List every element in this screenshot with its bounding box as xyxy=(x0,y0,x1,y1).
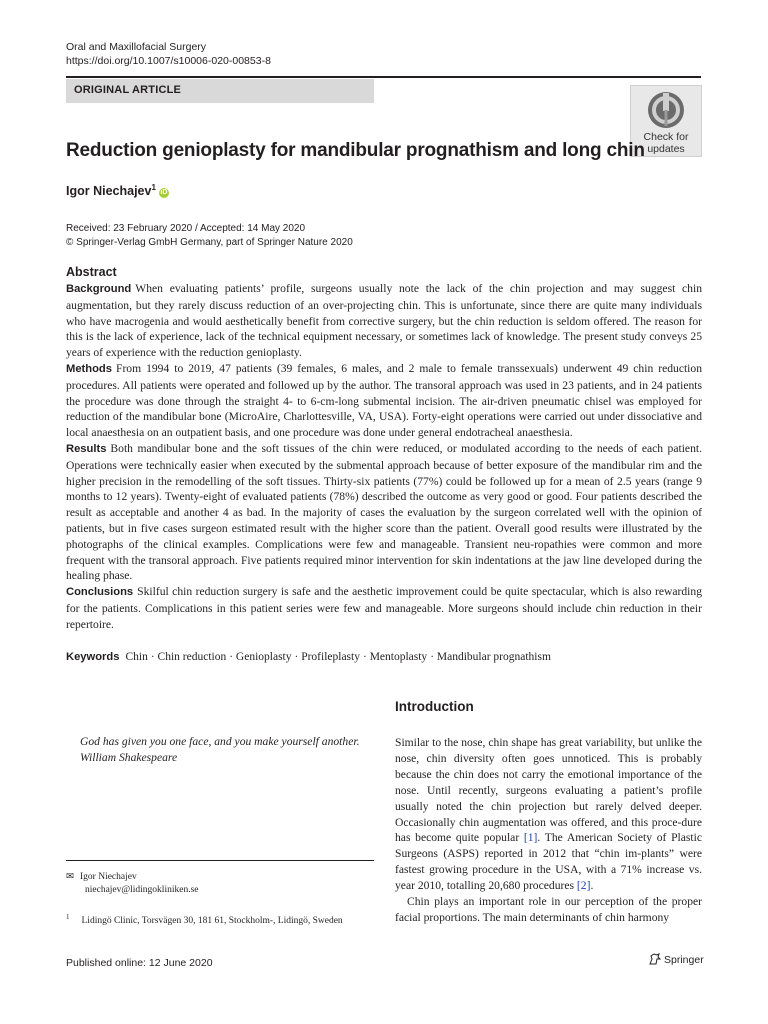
copyright: © Springer-Verlag GmbH Germany, part of Springer Nature 2020 xyxy=(66,237,353,248)
abstract-section-label: Background xyxy=(66,283,132,295)
orcid-icon[interactable]: iD xyxy=(160,189,168,197)
keyword-item[interactable]: · Mentoplasty xyxy=(362,651,428,663)
epigraph-attribution: William Shakespeare xyxy=(80,751,178,764)
intro-paragraph-2: Chin plays an important role in our perception of the proper facial proportions. The main determinants of chin harmony xyxy=(395,895,702,924)
article-type-banner: ORIGINAL ARTICLE xyxy=(66,79,374,103)
affiliation-text: Lidingö Clinic, Torsvägen 30, 181 61, Stockholm-, Lidingö, Sweden xyxy=(81,916,343,927)
envelope-icon: ✉ xyxy=(66,872,74,882)
publisher-logo xyxy=(648,952,704,966)
badge-label-2: updates xyxy=(647,143,685,155)
received-accepted: Received: 23 February 2020 / Accepted: 14 May 2020 xyxy=(66,223,306,234)
abstract-section-text: When evaluating patients’ profile, surgeons usually note the lack of the chin projection and may suggest chin augmentation, but they rarely discuss reduction of an over-projecting chin. This is unfortunate, since there are quite many individuals who have macrogenia and would aesthetically benefit from corrective surgery, but the chin reduction is seldom offered. The reason for this is the lack of experience, lack of the technical equipment necessary, or sometimes lack of knowledge. The present study conveys 25 years of experience with the reduction genioplasty. xyxy=(66,282,702,360)
publisher-name: Springer xyxy=(664,954,704,966)
journal-name: Oral and Maxillofacial Surgery xyxy=(66,41,207,53)
affiliation xyxy=(66,911,343,928)
citation-link[interactable]: [2] xyxy=(576,879,591,893)
abstract-methods xyxy=(66,361,702,441)
abstract-section-text: From 1994 to 2019, 47 patients (39 females, 6 males, and 2 male to female transsexuals) underwent 49 chin reduction procedures. All patients were operated and followed up by the author. The transoral approach was used in 23 patients, and in 24 patients the procedure was done through the straight 4- to 6-cm-long submental incision. The air-driven pneumatic chisel was employed for reduction of the mandibular bone (MicroAire, Charlottesville, VA, USA). Forty-eight operations were carried out under dissociative and local anaesthesia on an outpatient basis, and one procedure was done under general endotracheal anaesthesia. xyxy=(66,361,702,440)
author-name[interactable]: Igor Niechajev xyxy=(66,184,152,199)
header-rule xyxy=(66,76,701,78)
footnote-rule xyxy=(66,860,374,861)
abstract-section-label: Conclusions xyxy=(66,586,134,599)
intro-text: . The American Society of Plastic Surgeons (ASPS) reported in 2012 that “chin im-plants” were fastest growing procedure in the USA, with a 71% increase vs. year 2010, totalling 20,680 procedures xyxy=(395,831,702,893)
keywords-label: Keywords xyxy=(66,651,120,663)
affiliation-mark: 1 xyxy=(151,183,156,192)
abstract-conclusions xyxy=(66,584,702,632)
abstract-body xyxy=(66,281,702,633)
crossmark-icon xyxy=(646,90,686,130)
keywords-line xyxy=(66,651,554,663)
journal-header xyxy=(66,40,271,68)
springer-horse-icon xyxy=(648,952,662,966)
correspondence xyxy=(66,871,199,897)
abstract-section-label: Results xyxy=(66,442,107,455)
citation-link[interactable]: [1] xyxy=(523,831,538,845)
intro-paragraph-1 xyxy=(395,735,702,894)
article-title: Reduction genioplasty for mandibular prognathism and long chin xyxy=(66,140,645,161)
abstract-background xyxy=(66,281,702,361)
keyword-item[interactable]: · Mandibular prognathism xyxy=(430,651,551,663)
keyword-item[interactable]: Chin xyxy=(125,651,148,663)
article-dates xyxy=(66,222,353,250)
abstract-section-text: Both mandibular bone and the soft tissues of the chin were reduced, or modulated according to the needs of each patient. Operations were technically easier when executed by the submental approach because of better exposure of the mandibular rim and the higher precision in the remodelling of the soft tissues. Thirty-six patients (77%) could be followed up for a mean of 2.5 years (range 9 months to 12 years). Twenty-eight of evaluated patients (78%) described the outcome as very good or good. Four patients described the result as acceptable and another 4 as bad. In the majority of cases the evaluation by the surgeon correlated well with the opinion of patients, but in five cases surgeon estimated result with the higher score than the patient. Overall good results were illustrated by the photographs of the clinical examples. Complications were few and manageable. Transient neu-ropathies were common and more frequent with the transoral approach. Five patients required minor intervention for skin indentations at the jaw line developed during the healing phase. xyxy=(66,441,702,583)
keyword-item[interactable]: · Chin reduction xyxy=(150,651,227,663)
author-line xyxy=(66,183,169,198)
epigraph xyxy=(80,734,380,766)
keyword-item[interactable]: · Genioplasty xyxy=(229,651,292,663)
affiliation-mark: 1 xyxy=(66,913,70,921)
abstract-heading: Abstract xyxy=(66,265,117,279)
doi-link[interactable]: https://doi.org/10.1007/s10006-020-00853-8 xyxy=(66,55,271,67)
published-online: Published online: 12 June 2020 xyxy=(66,957,213,969)
keyword-item[interactable]: · Profileplasty xyxy=(294,651,360,663)
abstract-results xyxy=(66,441,702,584)
intro-text: Similar to the nose, chin shape has great variability, but unlike the nose, chin diversity often goes unnoticed. This is probably because the chin does not carry the emotional importance of the nose. Until recently, surgeons evaluating a patient’s profile usually noted the chin projection but rarely delved deeper. Occasionally chin augmentation was offered, and this proce-dure has become quite popular xyxy=(395,736,702,845)
correspondence-name: Igor Niechajev xyxy=(80,872,137,882)
epigraph-text: God has given you one face, and you make yourself another. xyxy=(80,735,360,748)
intro-text: . xyxy=(590,879,594,893)
introduction-heading: Introduction xyxy=(395,699,474,714)
introduction-body xyxy=(395,735,702,926)
correspondence-email[interactable]: niechajev@lidingokliniken.se xyxy=(85,885,199,895)
abstract-section-label: Methods xyxy=(66,362,112,375)
abstract-section-text: Skilful chin reduction surgery is safe and the aesthetic improvement could be quite spectacular, which is also rewarding for the patients. Complications in this patient series were few and manageable. More surgeons should include chin reduction in their repertoire. xyxy=(66,585,702,631)
badge-label-1: Check for xyxy=(643,131,689,143)
